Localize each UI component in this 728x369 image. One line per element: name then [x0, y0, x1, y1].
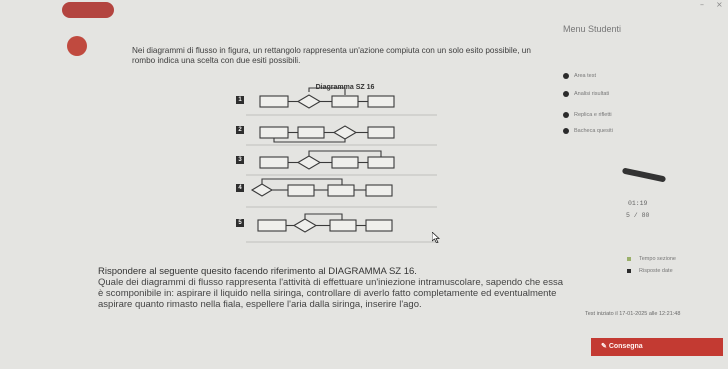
top-menu-button[interactable]	[62, 2, 114, 18]
flow-row-1	[260, 88, 394, 108]
submit-button[interactable]	[591, 338, 723, 356]
row-label-5: 5	[236, 219, 244, 227]
flowchart-drawing	[232, 84, 440, 246]
question-text	[98, 266, 568, 310]
sidebar-item-label: Area test	[574, 73, 597, 79]
legend-risposte-date	[627, 268, 673, 274]
sidebar-title: Menu Studenti	[563, 24, 622, 34]
legend-swatch	[627, 269, 631, 273]
dot-icon	[563, 128, 569, 134]
sidebar-item-bacheca[interactable]	[563, 128, 613, 134]
dot-icon	[563, 112, 569, 118]
pencil-icon: ✎	[601, 343, 609, 350]
mouse-cursor-icon	[432, 232, 440, 243]
legend-label: Tempo sezione	[639, 256, 676, 262]
legend-label: Risposte date	[639, 268, 673, 274]
sidebar-item-label: Replica e rifletti	[574, 112, 612, 118]
sidebar-item-analisi[interactable]	[563, 91, 609, 97]
row-label-4: 4	[236, 184, 244, 192]
progress-indicator-bar	[622, 167, 666, 182]
sidebar-item-label: Analisi risultati	[574, 91, 610, 97]
progress-counter: 5 / 80	[626, 212, 650, 219]
submit-label: Consegna	[608, 343, 643, 350]
flow-row-3	[260, 151, 394, 169]
flow-row-4	[252, 179, 392, 196]
row-label-3: 3	[236, 156, 244, 164]
minimize-icon[interactable]: –	[700, 0, 704, 9]
close-icon[interactable]: ×	[716, 0, 723, 9]
flow-row-2	[260, 126, 394, 142]
legend-swatch	[627, 257, 631, 261]
row-label-2: 2	[236, 126, 244, 134]
row-label-1: 1	[236, 96, 244, 104]
question-number-badge	[67, 36, 87, 56]
sidebar-item-area-test[interactable]	[563, 73, 596, 79]
diagram-title: Diagramma SZ 16	[315, 84, 375, 91]
sidebar-item-replica[interactable]	[563, 112, 612, 118]
dot-icon	[563, 91, 569, 97]
legend-tempo-sezione	[627, 256, 676, 262]
dot-icon	[563, 73, 569, 79]
flowchart-diagram	[232, 84, 440, 246]
question-prompt-lead: Rispondere al seguente quesito facendo riferimento al DIAGRAMMA SZ 16.	[98, 266, 417, 277]
timer-value: 01:19	[627, 200, 648, 207]
timer-block	[626, 198, 649, 222]
sidebar-item-label: Bacheca quesiti	[574, 128, 613, 134]
question-intro: Nei diagrammi di flusso in figura, un rettangolo rappresenta un'azione compiuta con un solo esito possibile, un rombo indica una scelta con due esiti possibili.	[132, 46, 531, 65]
flow-row-5	[258, 214, 392, 232]
test-start-note: Test iniziato il 17-01-2025 alle 12:21:48	[585, 311, 681, 317]
question-prompt-body: Quale dei diagrammi di flusso rappresenta l'attività di effettuare un'iniezione intramuscolare, sapendo che essa è scomponibile in: aspirare il liquido nella siringa, controllare di averlo fatto completamente ed eventualmente aspirare quanto rimasto nella fiala, espellere l'aria dalla siringa, inserire l'ago.	[98, 277, 563, 310]
